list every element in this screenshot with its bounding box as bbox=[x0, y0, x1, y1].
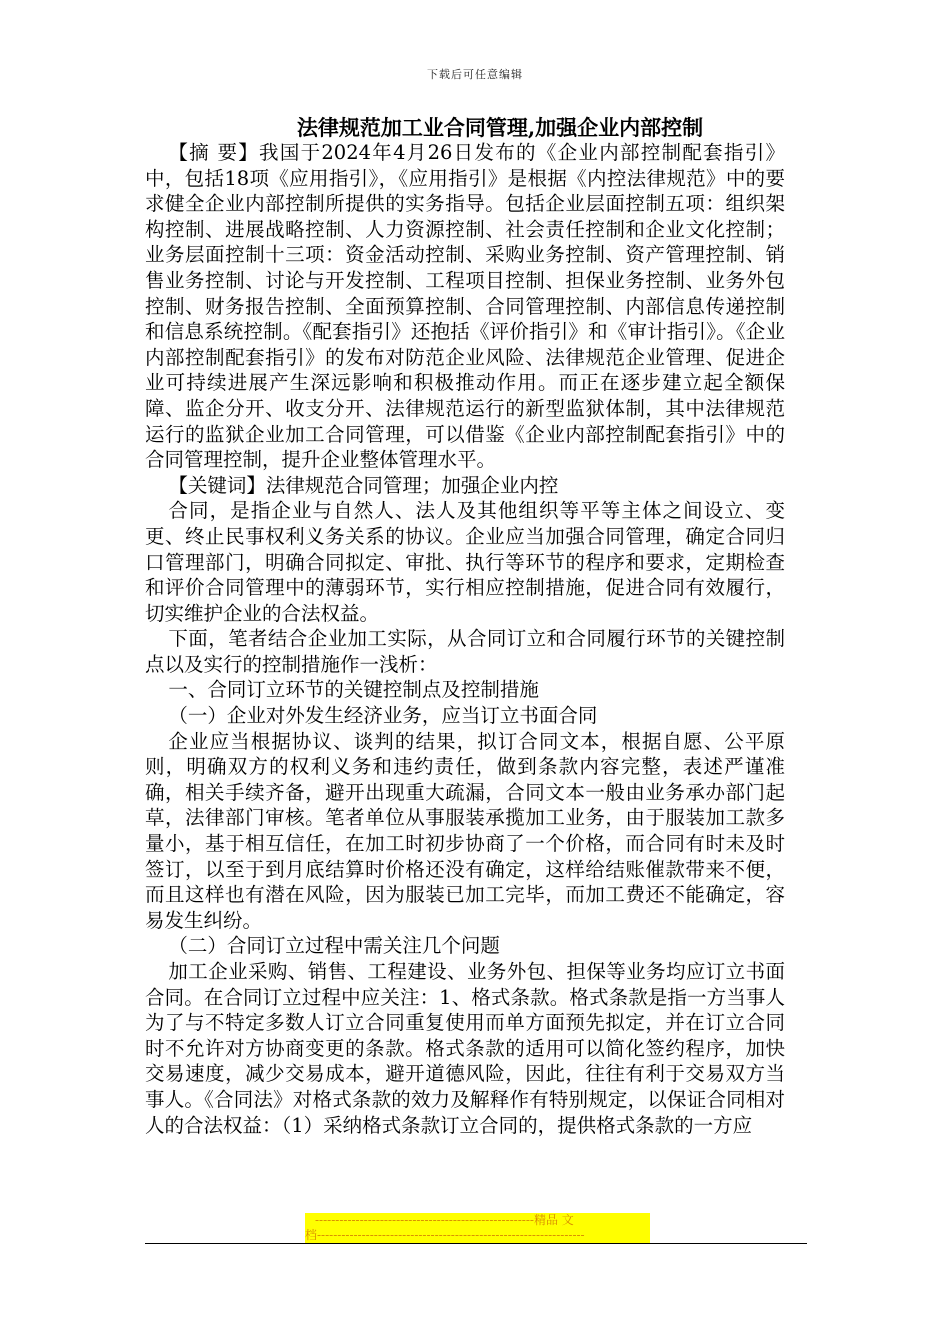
body-paragraph: 加工企业采购、销售、工程建设、业务外包、担保等业务均应订立书面合同。在合同订立过程中应关注：1、格式条款。格式条款是指一方当事人为了与不特定多数人订立合同重复使用而单方面预先拟定，并在订立合同时不允许对方协商变更的条款。格式条款的适用可以简化签约程序，加快交易速度，减少交易成本，避开道德风险，因此，往往有利于交易双方当事人。《合同法》对格式条款的效力及解释作有特别规定，以保证合同相对人的合法权益：（1）采纳格式条款订立合同的，提供格式条款的一方应 bbox=[145, 960, 785, 1137]
footer-line-2: 档------------------------------------------------------------------ bbox=[305, 1228, 585, 1242]
abstract-paragraph: 【摘 要】我国于2024年4月26日发布的《企业内部控制配套指引》中，包括18项《应用指引》，《应用指引》是根据《内控法律规范》中的要求健全企业内部控制所提供的实务指导。包括企业层面控制五项：组织架构控制、进展战略控制、人力资源控制、社会责任控制和企业文化控制；业务层面控制十三项：资金活动控制、采购业务控制、资产管理控制、销售业务控制、讨论与开发控制、工程项目控制、担保业务控制、业务外包控制、财务报告控制、全面预算控制、合同管理控制、内部信息传递控制和信息系统控制。《配套指引》还抱括《评价指引》和《审计指引》。《企业内部控制配套指引》的发布对防范企业风险、法律规范企业管理、促进企业可持续进展产生深远影响和积极推动作用。而正在逐步建立起全额保障、监企分开、收支分开、法律规范运行的新型监狱体制，其中法律规范运行的监狱企业加工合同管理，可以借鉴《企业内部控制配套指引》中的合同管理控制，提升企业整体管理水平。 bbox=[145, 141, 785, 472]
body-paragraph: 下面，笔者结合企业加工实际，从合同订立和合同履行环节的关键控制点以及实行的控制措施作一浅析： bbox=[145, 627, 785, 676]
section-heading: 一、合同订立环节的关键控制点及控制措施 bbox=[168, 678, 539, 702]
body-paragraph: 企业应当根据协议、谈判的结果，拟订合同文本，根据自愿、公平原则，明确双方的权利义务和违约责任，做到条款内容完整，表述严谨准确，相关手续齐备，避开出现重大疏漏，合同文本一般由业务承办部门起草，法律部门审核。笔者单位从事服装承揽加工业务，由于服装加工款多量小，基于相互信任，在加工时初步协商了一个价格，而合同有时未及时签订，以至于到月底结算时价格还没有确定，这样给结账催款带来不便，而且这样也有潜在风险，因为服装已加工完毕，而加工费还不能确定，容易发生纠纷。 bbox=[145, 729, 785, 932]
keywords-paragraph: 【关键词】法律规范合同管理；加强企业内控 bbox=[168, 473, 559, 497]
footer-divider bbox=[145, 1243, 807, 1244]
footer-watermark bbox=[305, 1213, 650, 1243]
subsection-heading: （一）企业对外发生经济业务，应当订立书面合同 bbox=[168, 704, 598, 728]
document-body bbox=[145, 140, 785, 1138]
download-note: 下载后可任意编辑 bbox=[427, 68, 523, 81]
document-title: 法律规范加工业合同管理,加强企业内部控制 bbox=[296, 115, 704, 140]
body-paragraph: 合同，是指企业与自然人、法人及其他组织等平等主体之间设立、变更、终止民事权利义务关系的协议。企业应当加强合同管理，确定合同归口管理部门，明确合同拟定、审批、执行等环节的程序和要求，定期检查和评价合同管理中的薄弱环节，实行相应控制措施，促进合同有效履行，切实维护企业的合法权益。 bbox=[145, 499, 785, 625]
subsection-heading: （二）合同订立过程中需关注几个问题 bbox=[168, 934, 500, 958]
footer-line-1: ------------------------------------------------------精品 文 bbox=[315, 1213, 574, 1227]
